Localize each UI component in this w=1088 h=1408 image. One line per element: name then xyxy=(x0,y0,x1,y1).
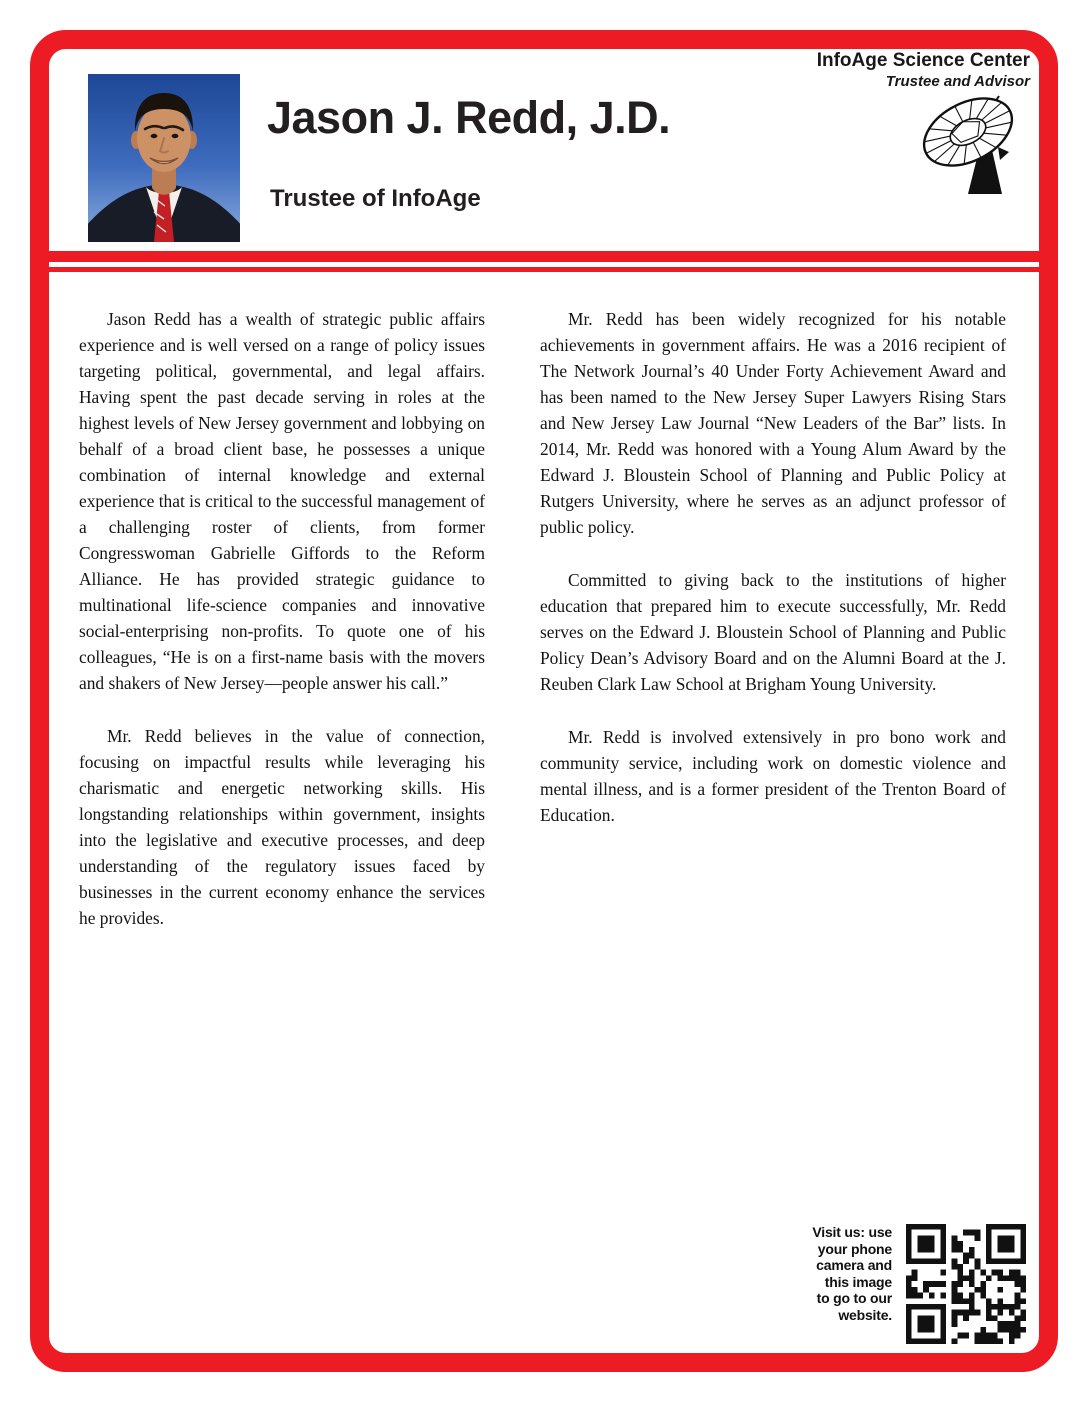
visit-us-line: Visit us: use xyxy=(812,1224,892,1240)
paragraph: Mr. Redd has been widely recognized for his notable achievements in government affairs. He was a 2016 recipient of The Network Journal’s 40 Under Forty Achievement Award and has been named to the New Jersey Super Lawyers Rising Stars and New Jersey Law Journal “New Leaders of the Bar” lists. In 2014, Mr. Redd was honored with a Young Alum Award by the Edward J. Bloustein School of Planning and Public Policy at Rutgers University, where he serves as an adjunct professor of public policy. xyxy=(540,309,1006,537)
qr-code xyxy=(905,1224,1027,1344)
header-divider-thin xyxy=(49,267,1039,272)
portrait-photo xyxy=(88,74,240,242)
org-block xyxy=(817,50,1030,90)
paragraph: Mr. Redd is involved extensively in pro bono work and community service, including work on domestic violence and mental illness, and is a former president of the Trenton Board of Education. xyxy=(540,727,1006,825)
body-column-left xyxy=(79,306,485,958)
body-column-right xyxy=(540,306,1006,855)
visit-us-line: website. xyxy=(838,1306,892,1323)
visit-us-line: your phone xyxy=(817,1240,892,1257)
paragraph: Mr. Redd believes in the value of connection, focusing on impactful results while leveraging his charismatic and energetic networking skills. His longstanding relationships within government, insights into the legislative and executive processes, and deep understanding of the regulatory issues faced by businesses in the current economy enhance the services he provides. xyxy=(79,726,485,928)
page-title: Jason J. Redd, J.D. xyxy=(267,92,671,143)
org-name: InfoAge Science Center xyxy=(816,50,1030,71)
visit-us-line: this image xyxy=(824,1273,892,1290)
visit-us-note xyxy=(780,1224,892,1323)
visit-us-line: to go to our xyxy=(816,1290,892,1306)
paragraph: Committed to giving back to the institutions of higher education that prepared him to execute successfully, Mr. Redd serves on the Edward J. Bloustein School of Planning and Public Policy Dean’s Advisory Board and on the Alumni Board at the J. Reuben Clark Law School at Brigham Young University. xyxy=(540,570,1006,694)
header-divider-thick xyxy=(49,251,1039,262)
page-subtitle: Trustee of InfoAge xyxy=(270,185,481,212)
visit-us-line: camera and xyxy=(816,1257,892,1273)
org-role: Trustee and Advisor xyxy=(885,73,1030,90)
satellite-dish-icon xyxy=(912,90,1024,204)
paragraph: Jason Redd has a wealth of strategic public affairs experience and is well versed on a range of policy issues targeting political, governmental, and legal affairs. Having spent the past decade serving in roles at the highest levels of New Jersey government and lobbying on behalf of a broad client base, he possesses a unique combination of internal knowledge and external experience that is critical to the successful management of a challenging roster of clients, from former Congresswoman Gabrielle Giffords to the Reform Alliance. He has provided strategic guidance to multinational life-science companies and innovative social-enterprising non-profits. To quote one of his colleagues, “He is on a first-name basis with the movers and shakers of New Jersey—people answer his call.” xyxy=(79,309,485,693)
